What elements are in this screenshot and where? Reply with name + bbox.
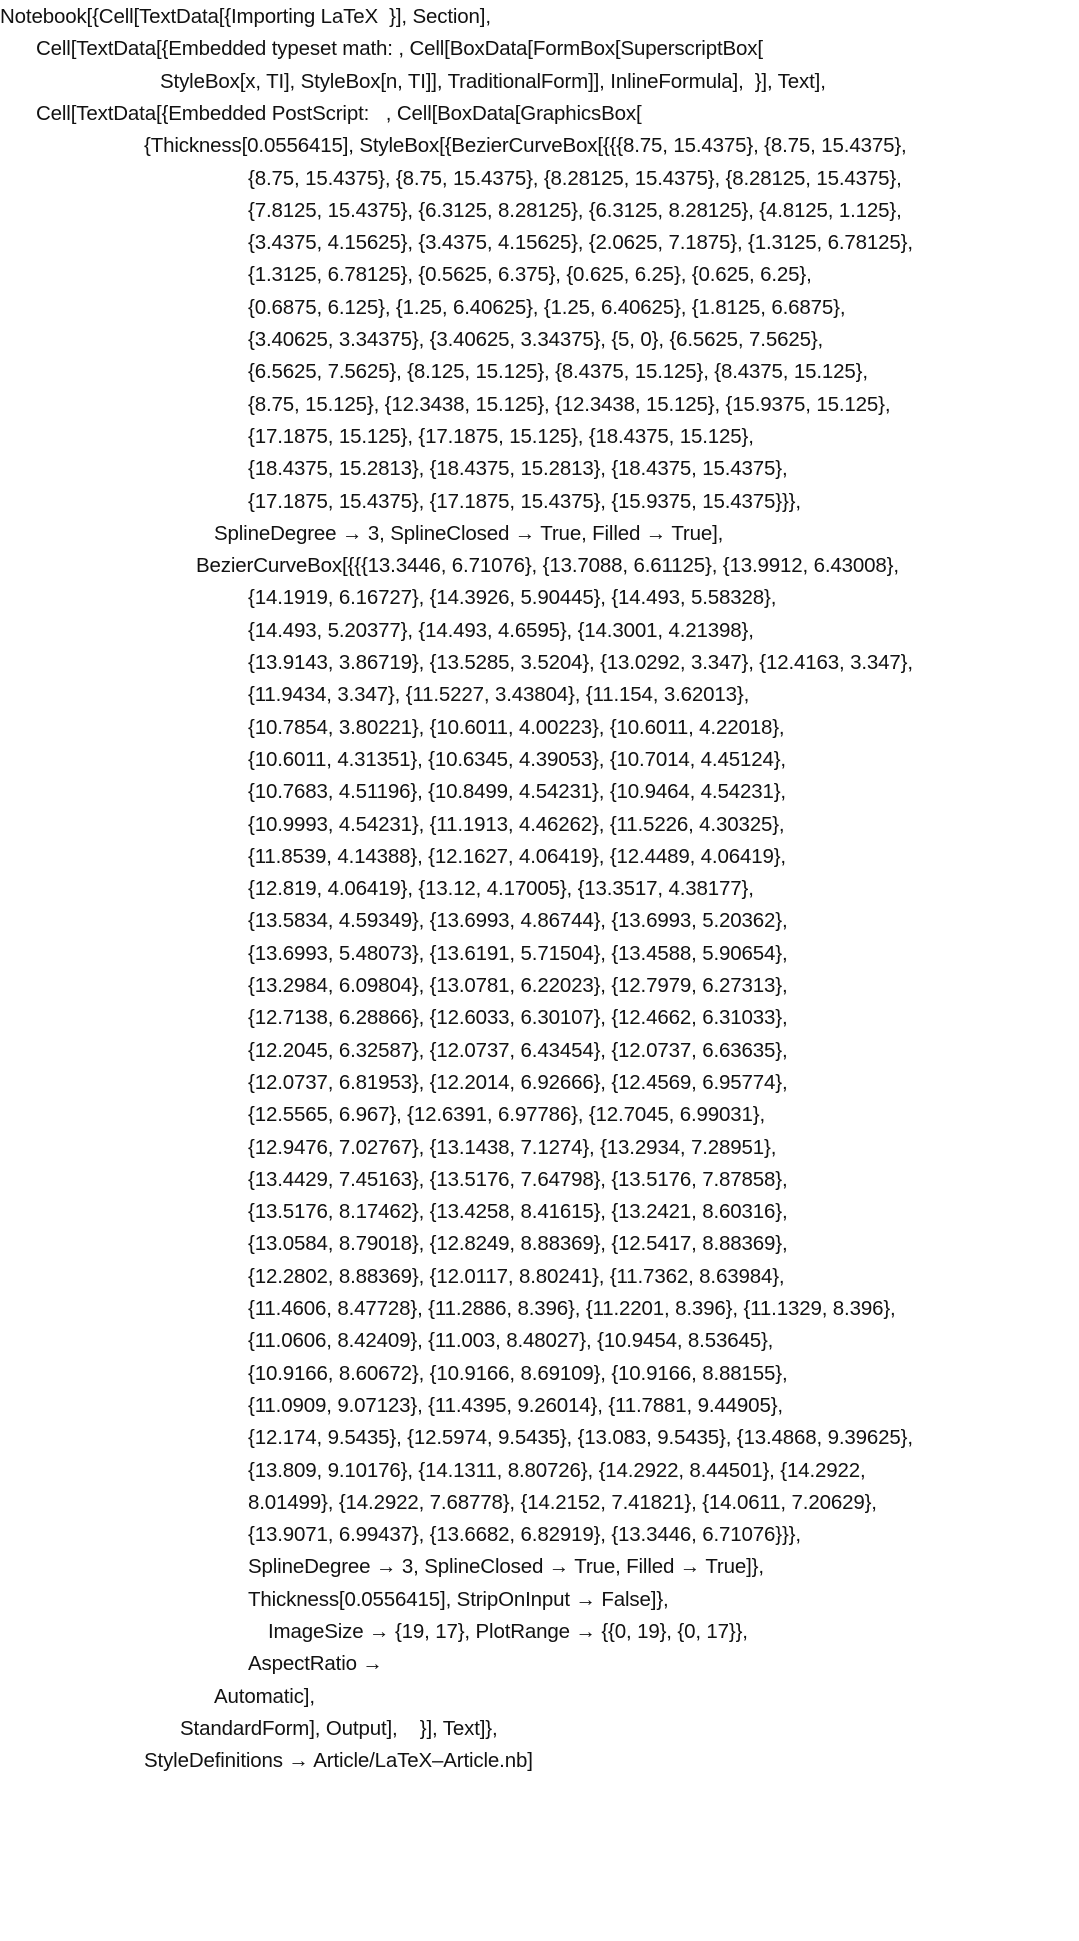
code-line: BezierCurveBox[{{{13.3446, 6.71076}, {13.7088, 6.61125}, {13.9912, 6.43008}, bbox=[196, 554, 899, 578]
code-line: {10.7683, 4.51196}, {10.8499, 4.54231}, {10.9464, 4.54231}, bbox=[248, 780, 786, 804]
code-line: {Thickness[0.0556415], StyleBox[{BezierCurveBox[{{{8.75, 15.4375}, {8.75, 15.4375}, bbox=[144, 134, 907, 158]
code-line: {3.40625, 3.34375}, {3.40625, 3.34375}, {5, 0}, {6.5625, 7.5625}, bbox=[248, 328, 824, 351]
code-line: StandardForm], Output], }], Text]}, bbox=[180, 1716, 498, 1740]
code-line: {12.2045, 6.32587}, {12.0737, 6.43454}, {12.0737, 6.63635}, bbox=[248, 1038, 788, 1062]
code-line: {10.9166, 8.60672}, {10.9166, 8.69109}, {10.9166, 8.88155}, bbox=[248, 1361, 788, 1385]
code-line: {13.2984, 6.09804}, {13.0781, 6.22023}, {12.7979, 6.27313}, bbox=[248, 974, 788, 997]
code-line: Thickness[0.0556415], StripOnInput → False]}, bbox=[248, 1587, 669, 1611]
code-line: {3.4375, 4.15625}, {3.4375, 4.15625}, {2.0625, 7.1875}, {1.3125, 6.78125}, bbox=[248, 231, 913, 255]
code-line: {10.9993, 4.54231}, {11.1913, 4.46262}, {11.5226, 4.30325}, bbox=[248, 812, 785, 836]
code-line: Automatic], bbox=[214, 1684, 315, 1708]
code-line: {11.8539, 4.14388}, {12.1627, 4.06419}, {12.4489, 4.06419}, bbox=[248, 844, 786, 868]
code-line: SplineDegree → 3, SplineClosed → True, Filled → True], bbox=[214, 521, 724, 545]
code-line: AspectRatio → bbox=[248, 1652, 383, 1676]
code-line: {11.0909, 9.07123}, {11.4395, 9.26014}, {11.7881, 9.44905}, bbox=[248, 1393, 783, 1417]
code-line: {11.9434, 3.347}, {11.5227, 3.43804}, {11.154, 3.62013}, bbox=[248, 683, 750, 707]
code-line: {13.4429, 7.45163}, {13.5176, 7.64798}, {13.5176, 7.87858}, bbox=[248, 1167, 788, 1191]
code-line: StyleBox[x, TI], StyleBox[n, TI]], TraditionalForm]], InlineFormula], }], Text], bbox=[160, 69, 826, 93]
code-line: StyleDefinitions → Article/LaTeX–Article.nb] bbox=[144, 1749, 533, 1773]
code-line: Cell[TextData[{Embedded PostScript: , Cell[BoxData[GraphicsBox[ bbox=[36, 101, 642, 125]
code-line: {13.5176, 8.17462}, {13.4258, 8.41615}, {13.2421, 8.60316}, bbox=[248, 1200, 788, 1224]
code-line: ImageSize → {19, 17}, PlotRange → {{0, 19}, {0, 17}}, bbox=[268, 1620, 748, 1643]
code-line: {14.1919, 6.16727}, {14.3926, 5.90445}, {14.493, 5.58328}, bbox=[248, 586, 777, 610]
code-line: {8.75, 15.4375}, {8.75, 15.4375}, {8.28125, 15.4375}, {8.28125, 15.4375}, bbox=[248, 166, 902, 190]
code-line: 8.01499}, {14.2922, 7.68778}, {14.2152, 7.41821}, {14.0611, 7.20629}, bbox=[248, 1490, 877, 1514]
code-line: {1.3125, 6.78125}, {0.5625, 6.375}, {0.625, 6.25}, {0.625, 6.25}, bbox=[248, 263, 812, 287]
code-line: SplineDegree → 3, SplineClosed → True, Filled → True]}, bbox=[248, 1555, 764, 1579]
code-line: {17.1875, 15.4375}, {17.1875, 15.4375}, {15.9375, 15.4375}}}, bbox=[248, 489, 801, 513]
code-line: {13.5834, 4.59349}, {13.6993, 4.86744}, {13.6993, 5.20362}, bbox=[248, 909, 788, 933]
code-line: {12.7138, 6.28866}, {12.6033, 6.30107}, {12.4662, 6.31033}, bbox=[248, 1006, 788, 1030]
code-line: {10.6011, 4.31351}, {10.6345, 4.39053}, {10.7014, 4.45124}, bbox=[248, 747, 786, 771]
code-line: {17.1875, 15.125}, {17.1875, 15.125}, {18.4375, 15.125}, bbox=[248, 424, 754, 448]
code-line: {6.5625, 7.5625}, {8.125, 15.125}, {8.4375, 15.125}, {8.4375, 15.125}, bbox=[248, 360, 868, 384]
code-line: {13.6993, 5.48073}, {13.6191, 5.71504}, {13.4588, 5.90654}, bbox=[248, 941, 788, 965]
code-line: {12.0737, 6.81953}, {12.2014, 6.92666}, {12.4569, 6.95774}, bbox=[248, 1070, 788, 1094]
code-line: {12.174, 9.5435}, {12.5974, 9.5435}, {13.083, 9.5435}, {13.4868, 9.39625}, bbox=[248, 1426, 913, 1450]
code-line: {11.4606, 8.47728}, {11.2886, 8.396}, {11.2201, 8.396}, {11.1329, 8.396}, bbox=[248, 1297, 896, 1320]
code-line: {10.7854, 3.80221}, {10.6011, 4.00223}, {10.6011, 4.22018}, bbox=[248, 715, 785, 739]
code-line: {7.8125, 15.4375}, {6.3125, 8.28125}, {6.3125, 8.28125}, {4.8125, 1.125}, bbox=[248, 198, 902, 222]
code-line: {13.9071, 6.99437}, {13.6682, 6.82919}, {13.3446, 6.71076}}}, bbox=[248, 1523, 801, 1547]
code-line: {13.0584, 8.79018}, {12.8249, 8.88369}, {12.5417, 8.88369}, bbox=[248, 1232, 788, 1256]
code-line: {12.5565, 6.967}, {12.6391, 6.97786}, {12.7045, 6.99031}, bbox=[248, 1103, 765, 1127]
code-line: {12.2802, 8.88369}, {12.0117, 8.80241}, {11.7362, 8.63984}, bbox=[248, 1264, 785, 1288]
code-line: {13.9143, 3.86719}, {13.5285, 3.5204}, {13.0292, 3.347}, {12.4163, 3.347}, bbox=[248, 651, 913, 674]
code-line: {12.9476, 7.02767}, {13.1438, 7.1274}, {13.2934, 7.28951}, bbox=[248, 1135, 777, 1159]
code-line: {11.0606, 8.42409}, {11.003, 8.48027}, {10.9454, 8.53645}, bbox=[248, 1329, 774, 1353]
code-line: {18.4375, 15.2813}, {18.4375, 15.2813}, {18.4375, 15.4375}, bbox=[248, 457, 788, 481]
code-line: {14.493, 5.20377}, {14.493, 4.6595}, {14.3001, 4.21398}, bbox=[248, 618, 754, 642]
code-line: Cell[TextData[{Embedded typeset math: , Cell[BoxData[FormBox[SuperscriptBox[ bbox=[36, 37, 763, 61]
code-line: {12.819, 4.06419}, {13.12, 4.17005}, {13.3517, 4.38177}, bbox=[248, 877, 754, 901]
code-line: {0.6875, 6.125}, {1.25, 6.40625}, {1.25, 6.40625}, {1.8125, 6.6875}, bbox=[248, 295, 846, 319]
code-line: {8.75, 15.125}, {12.3438, 15.125}, {12.3438, 15.125}, {15.9375, 15.125}, bbox=[248, 392, 891, 416]
code-line: Notebook[{Cell[TextData[{Importing LaTeX }], Section], bbox=[0, 5, 491, 28]
code-line: {13.809, 9.10176}, {14.1311, 8.80726}, {14.2922, 8.44501}, {14.2922, bbox=[248, 1458, 866, 1482]
